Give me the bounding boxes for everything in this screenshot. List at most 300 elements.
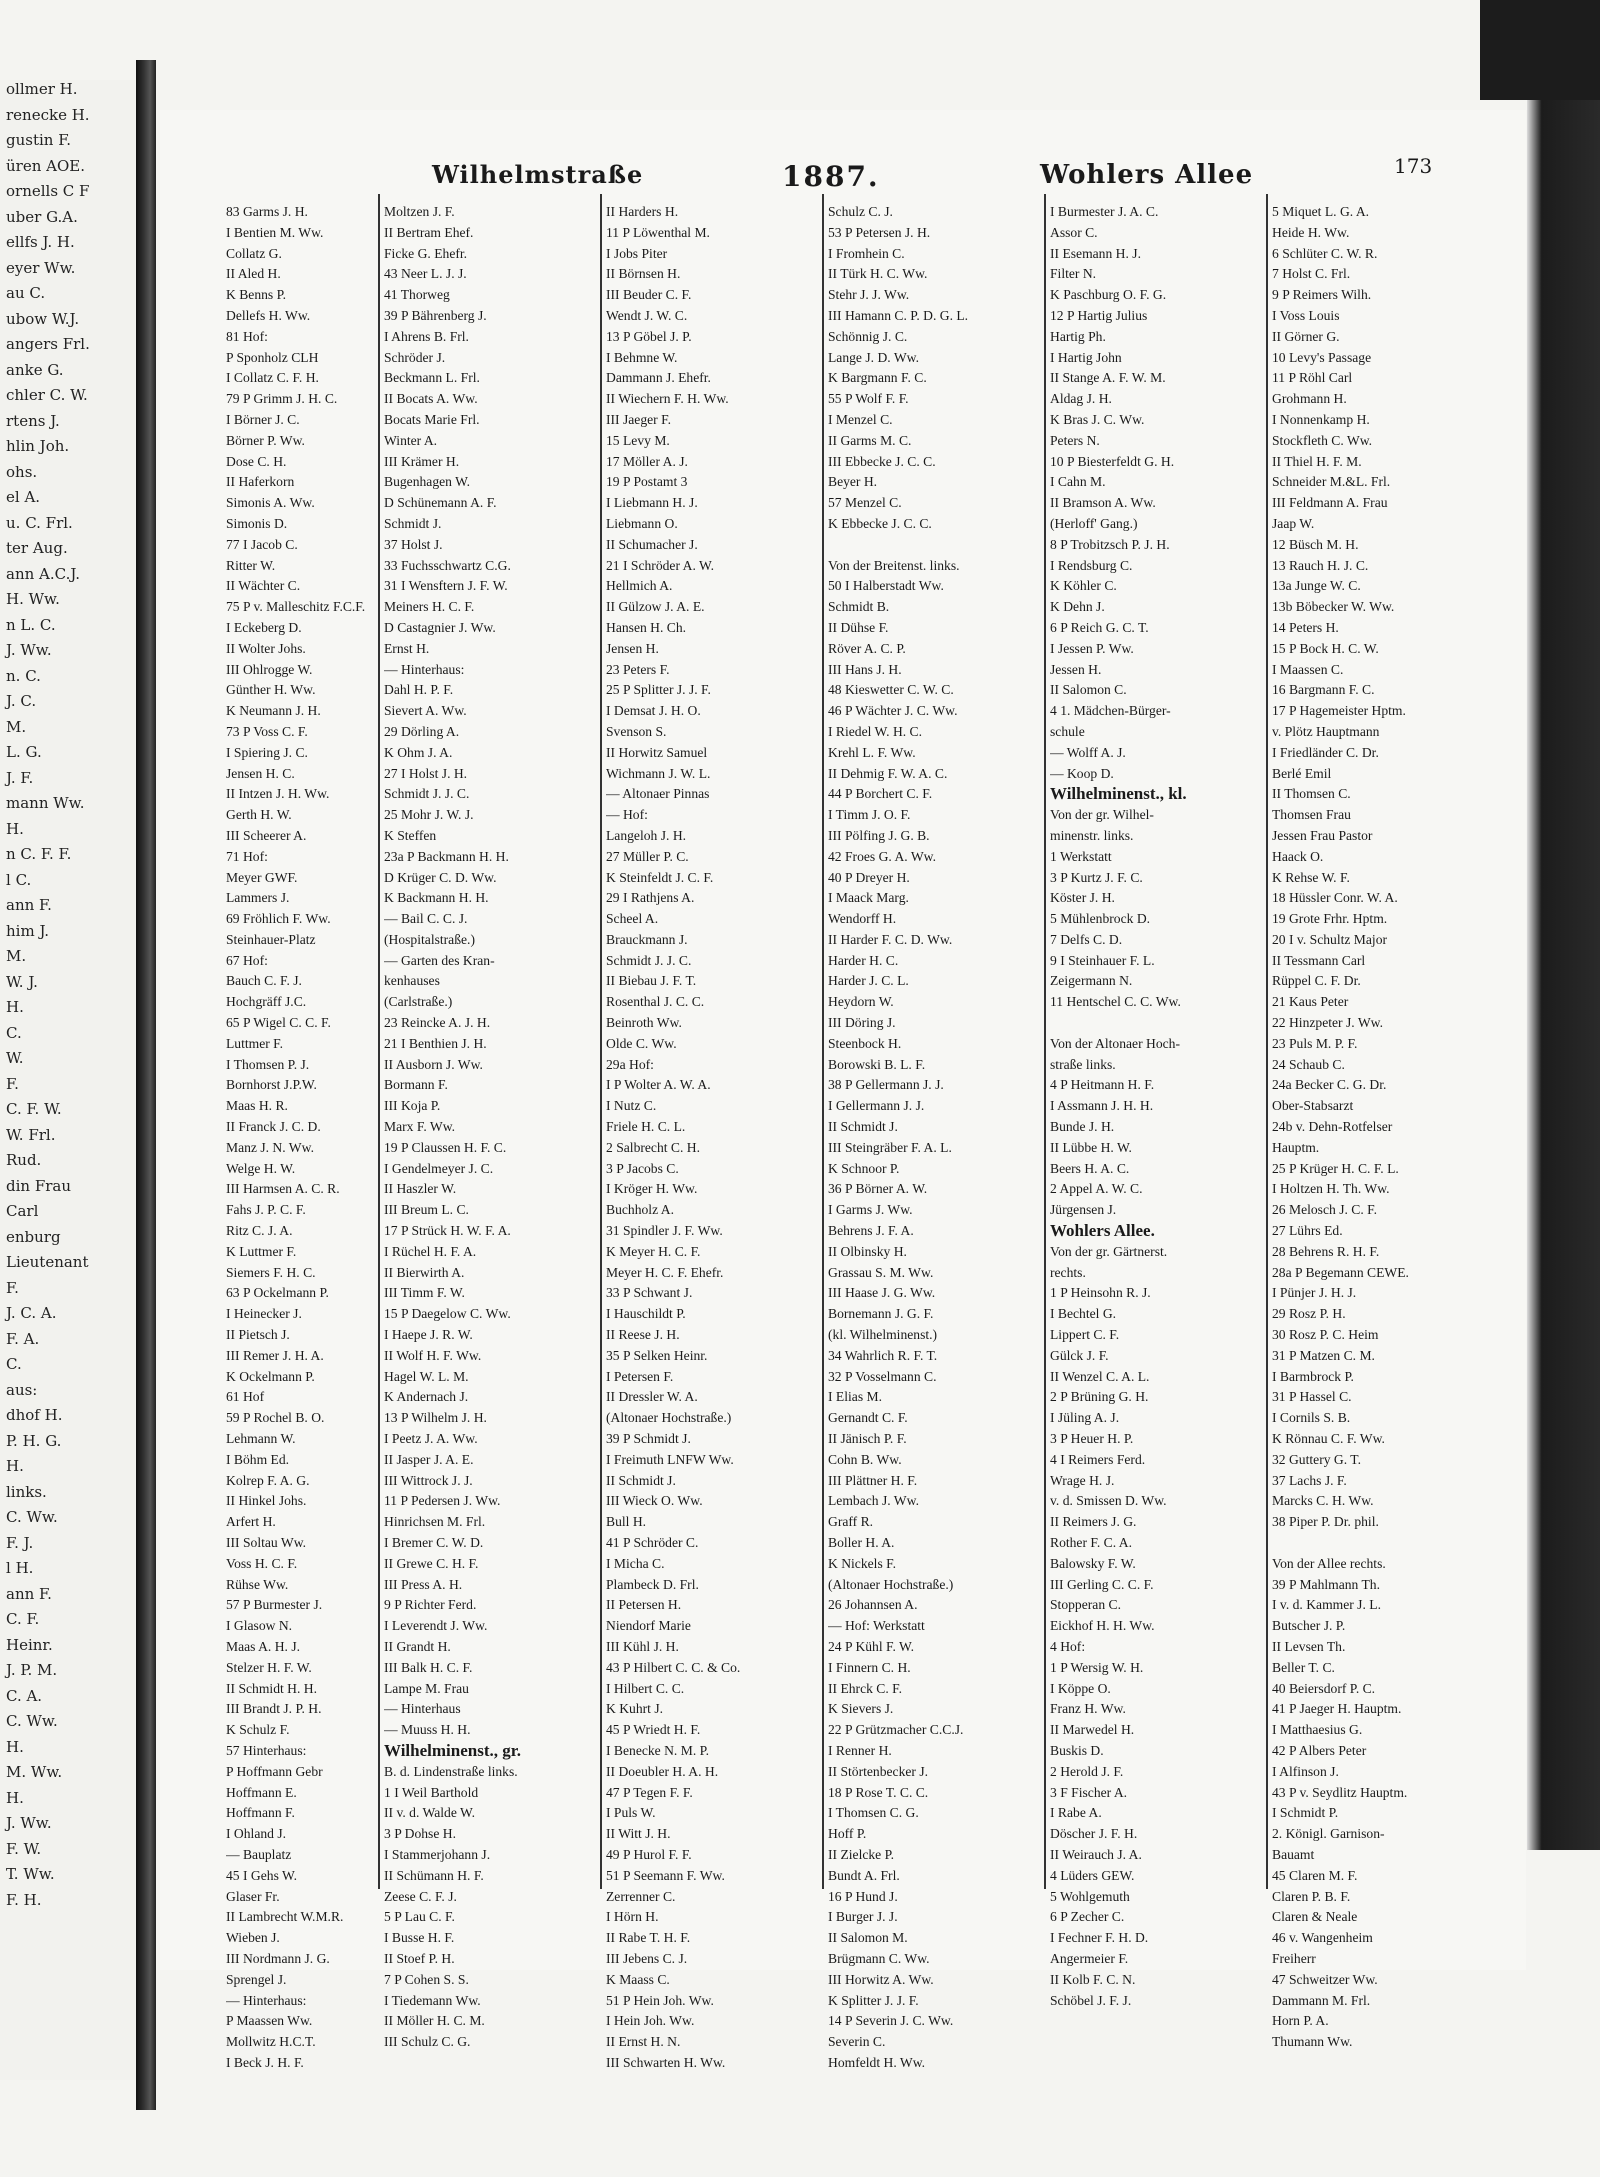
directory-entry: K Backmann H. H. xyxy=(384,890,489,906)
directory-entry: III Schwarten H. Ww. xyxy=(606,2054,726,2070)
facing-page-text: H. xyxy=(6,1457,24,1475)
facing-page-text: enburg xyxy=(6,1227,61,1246)
directory-entry: Borowski B. L. F. xyxy=(828,1056,926,1072)
directory-entry: I Köppe O. xyxy=(1050,1680,1111,1696)
directory-entry: 20 I v. Schultz Major xyxy=(1272,931,1388,947)
directory-entry: 9 P Reimers Wilh. xyxy=(1272,287,1372,303)
directory-entry: Schulz C. J. xyxy=(828,204,893,219)
directory-entry: 31 Spindler J. F. Ww. xyxy=(606,1223,723,1239)
directory-entry: 63 P Ockelmann P. xyxy=(226,1285,329,1301)
facing-page-text: C. xyxy=(6,1355,22,1373)
facing-page-text: links. xyxy=(6,1482,47,1501)
directory-entry: I Ohland J. xyxy=(226,1826,287,1842)
facing-page-text: el A. xyxy=(6,488,41,506)
directory-entry: 4 P Heitmann H. F. xyxy=(1050,1077,1155,1093)
directory-entry: Wendorff H. xyxy=(828,911,897,927)
directory-entry: Langeloh J. H. xyxy=(606,827,687,843)
facing-page-text: M. xyxy=(6,717,27,736)
directory-entry: — Altonaer Pinnas xyxy=(606,786,710,802)
directory-entry: K Ohm J. A. xyxy=(384,744,453,760)
directory-entry: 39 P Bährenberg J. xyxy=(384,307,487,323)
directory-entry: III Timm F. W. xyxy=(384,1285,465,1301)
facing-page-text: ubow W.J. xyxy=(6,309,80,328)
directory-entry: Hartig Ph. xyxy=(1050,328,1106,344)
directory-entry: I Schmidt P. xyxy=(1272,1805,1339,1821)
directory-entry: Beckmann L. Frl. xyxy=(384,370,480,386)
directory-entry: rechts. xyxy=(1050,1264,1086,1280)
directory-entry: Röver A. C. P. xyxy=(828,640,906,656)
directory-entry: — Hinterhaus: xyxy=(226,1992,307,2008)
directory-entry: K Steffen xyxy=(384,827,437,843)
directory-entry: Von der Breitenst. links. xyxy=(828,557,960,573)
directory-entry: Von der Altonaer Hoch- xyxy=(1050,1035,1180,1051)
column-divider xyxy=(1044,194,1046,1889)
directory-entry: Bunde J. H. xyxy=(1050,1119,1115,1135)
directory-entry: 35 P Selken Heinr. xyxy=(606,1347,708,1363)
directory-entry: 1 Werkstatt xyxy=(1050,848,1112,864)
directory-entry: Beers H. A. C. xyxy=(1050,1160,1130,1176)
street-section-heading: Wohlers Allee. xyxy=(1050,1221,1155,1241)
directory-entry: Graff R. xyxy=(828,1514,874,1530)
directory-entry: 9 P Richter Ferd. xyxy=(384,1597,477,1613)
directory-entry: II Bocats A. Ww. xyxy=(384,391,478,407)
directory-entry: I Voss Louis xyxy=(1272,307,1340,323)
facing-page-text: F. xyxy=(6,1278,19,1297)
directory-entry: Marcks C. H. Ww. xyxy=(1272,1493,1374,1509)
directory-entry: II Salomon C. xyxy=(1050,682,1127,698)
directory-entry xyxy=(1272,1533,1512,1554)
directory-entry: 18 P Rose T. C. C. xyxy=(828,1784,929,1800)
directory-entry: 2 P Brüning G. H. xyxy=(1050,1389,1149,1405)
directory-entry: 41 P Schröder C. xyxy=(606,1535,699,1550)
directory-entry: Hoffmann F. xyxy=(226,1805,295,1821)
directory-entry: III Ohlrogge W. xyxy=(226,661,313,677)
directory-entry: K Luttmer F. xyxy=(226,1243,297,1259)
facing-page-text: F. H. xyxy=(6,1890,42,1909)
facing-page-text: gustin F. xyxy=(6,131,72,149)
directory-entry: Peters N. xyxy=(1050,432,1100,448)
directory-entry: Lippert C. F. xyxy=(1050,1327,1120,1343)
directory-entry: K Rönnau C. F. Ww. xyxy=(1272,1431,1385,1447)
directory-entry: 51 P Seemann F. Ww. xyxy=(606,1867,725,1883)
directory-entry: 31 P Hassel C. xyxy=(1272,1389,1352,1405)
directory-entry: II Thomsen C. xyxy=(1272,786,1351,802)
directory-entry: Manz J. N. Ww. xyxy=(226,1139,314,1155)
directory-entry: II Ernst H. N. xyxy=(606,2034,681,2050)
facing-page-fragment xyxy=(0,80,136,2080)
directory-entry: II Stange A. F. W. M. xyxy=(1050,370,1166,386)
directory-entry: K Sievers J. xyxy=(828,1701,894,1717)
directory-entry: 29a Hof: xyxy=(606,1056,654,1072)
directory-entry: 10 Levy's Passage xyxy=(1272,349,1372,365)
directory-entry: Friele H. C. L. xyxy=(606,1119,686,1135)
directory-entry: Simonis D. xyxy=(226,515,288,531)
directory-entry: 51 P Hein Joh. Ww. xyxy=(606,1992,714,2008)
directory-entry: 6 Schlüter C. W. R. xyxy=(1272,245,1378,261)
directory-entry: III Hamann C. P. D. G. L. xyxy=(828,307,969,323)
directory-entry: 24 P Kühl F. W. xyxy=(828,1638,915,1654)
directory-entry: II Ausborn J. Ww. xyxy=(384,1056,483,1072)
directory-entry: II Reese J. H. xyxy=(606,1327,680,1343)
directory-entry: I Puls W. xyxy=(606,1805,656,1821)
directory-entry: I Renner H. xyxy=(828,1742,892,1758)
directory-entry: — Muuss H. H. xyxy=(384,1722,471,1738)
directory-entry: — Koop D. xyxy=(1050,765,1114,781)
directory-entry: II Grewe C. H. F. xyxy=(384,1555,479,1571)
directory-entry: II Weirauch J. A. xyxy=(1050,1846,1142,1862)
directory-entry: II Grandt H. xyxy=(384,1638,451,1654)
directory-entry: II Schümann H. F. xyxy=(384,1867,484,1883)
directory-entry: II Esemann H. J. xyxy=(1050,245,1141,261)
directory-entry: Schmidt J. J. C. xyxy=(384,786,470,802)
directory-entry: Hoff P. xyxy=(828,1826,867,1842)
directory-entry: III Wittrock J. J. xyxy=(384,1472,473,1488)
directory-entry: P Maassen Ww. xyxy=(226,2013,313,2029)
directory-column-2 xyxy=(384,202,598,2053)
directory-entry: 10 P Biesterfeldt G. H. xyxy=(1050,453,1175,469)
directory-entry: 2. Königl. Garnison- xyxy=(1272,1826,1385,1842)
directory-entry: K Schulz F. xyxy=(226,1722,290,1738)
directory-entry: I Finnern C. H. xyxy=(828,1659,911,1675)
directory-entry: II Dühse F. xyxy=(828,619,889,635)
directory-entry: Dammann M. Frl. xyxy=(1272,1992,1371,2008)
directory-entry: I Assmann J. H. H. xyxy=(1050,1098,1154,1114)
directory-entry: II Harders H. xyxy=(606,204,679,219)
directory-entry: Aldag J. H. xyxy=(1050,391,1112,407)
facing-page-text: ter Aug. xyxy=(6,539,68,557)
directory-entry: 3 P Heuer H. P. xyxy=(1050,1431,1134,1447)
directory-entry: 38 Piper P. Dr. phil. xyxy=(1272,1514,1379,1530)
directory-entry: 7 P Cohen S. S. xyxy=(384,1971,469,1987)
directory-entry: Rosenthal J. C. C. xyxy=(606,994,705,1010)
directory-entry: 45 Claren M. F. xyxy=(1272,1867,1358,1883)
directory-entry: Rüppel C. F. Dr. xyxy=(1272,973,1361,989)
directory-entry: Hochgräff J.C. xyxy=(226,994,307,1010)
directory-entry: Von der Allee rechts. xyxy=(1272,1555,1386,1571)
directory-entry: Boller H. A. xyxy=(828,1535,895,1550)
facing-page-text: hlin Joh. xyxy=(6,437,70,455)
directory-entry: Lehmann W. xyxy=(226,1431,296,1447)
directory-entry: I Hartig John xyxy=(1050,349,1122,365)
directory-entry: II Lübbe H. W. xyxy=(1050,1139,1132,1155)
directory-entry: 1 I Weil Barthold xyxy=(384,1784,479,1800)
directory-entry: — Bauplatz xyxy=(226,1846,292,1862)
directory-entry: K Maass C. xyxy=(606,1971,670,1987)
facing-page-text: C. xyxy=(6,1023,22,1042)
directory-entry: — Hof: xyxy=(606,807,648,823)
directory-entry: Lange J. D. Ww. xyxy=(828,349,919,365)
directory-entry: 71 Hof: xyxy=(226,848,268,864)
directory-entry: Thumann Ww. xyxy=(1272,2034,1353,2050)
directory-column-5 xyxy=(1050,202,1264,2011)
directory-entry: Bormann F. xyxy=(384,1077,448,1093)
directory-entry: Grassau S. M. Ww. xyxy=(828,1264,934,1280)
directory-entry: III Kühl J. H. xyxy=(606,1638,679,1654)
directory-entry: I Petersen F. xyxy=(606,1368,674,1384)
directory-entry: I Behmne W. xyxy=(606,349,678,365)
directory-entry: I Rendsburg C. xyxy=(1050,557,1133,573)
directory-entry: III Balk H. C. F. xyxy=(384,1659,473,1675)
column-divider xyxy=(822,194,824,1889)
street-header-right: Wohlers Allee xyxy=(1040,160,1254,190)
directory-entry: Dahl H. P. F. xyxy=(384,682,454,698)
directory-entry: Gülck J. F. xyxy=(1050,1347,1109,1363)
directory-entry: I P Wolter A. W. A. xyxy=(606,1077,711,1093)
directory-entry: I Gellermann J. J. xyxy=(828,1098,925,1114)
directory-entry: Schönnig J. C. xyxy=(828,328,908,344)
directory-entry: II Lambrecht W.M.R. xyxy=(226,1909,344,1925)
directory-entry: Kolrep F. A. G. xyxy=(226,1472,310,1488)
facing-page-text: H. xyxy=(6,819,24,838)
directory-entry: I Hein Joh. Ww. xyxy=(606,2013,695,2029)
directory-entry: II Jasper J. A. E. xyxy=(384,1451,474,1467)
directory-entry: 19 P Claussen H. F. C. xyxy=(384,1139,507,1155)
directory-entry: I Hilbert C. C. xyxy=(606,1680,685,1696)
directory-entry: Bull H. xyxy=(606,1514,647,1530)
directory-entry: I Spiering J. C. xyxy=(226,744,308,760)
facing-page-text: ellfs J. H. xyxy=(6,233,75,251)
directory-entry xyxy=(1050,1013,1264,1034)
directory-entry: I Cornils S. B. xyxy=(1272,1410,1351,1426)
directory-entry: 6 P Zecher C. xyxy=(1050,1909,1125,1925)
directory-entry: Jaap W. xyxy=(1272,515,1315,531)
directory-entry: K Rehse W. F. xyxy=(1272,869,1350,885)
directory-entry: III Soltau Ww. xyxy=(226,1535,307,1550)
facing-page-text: H. Ww. xyxy=(6,590,60,608)
directory-entry: 53 P Petersen J. H. xyxy=(828,224,931,240)
directory-entry: I Glasow N. xyxy=(226,1618,293,1634)
directory-entry: Mollwitz H.C.T. xyxy=(226,2034,316,2050)
directory-entry: 47 Schweitzer Ww. xyxy=(1272,1971,1378,1987)
directory-entry: 69 Fröhlich F. Ww. xyxy=(226,911,331,927)
directory-entry: II Doeubler H. A. H. xyxy=(606,1763,719,1779)
directory-entry: Bauch C. F. J. xyxy=(226,973,302,989)
directory-entry: I Börner J. C. xyxy=(226,411,300,427)
directory-entry: — Hinterhaus xyxy=(384,1701,461,1717)
directory-column-3 xyxy=(606,202,820,2074)
directory-entry: 24 Schaub C. xyxy=(1272,1056,1345,1072)
facing-page-text: W. Frl. xyxy=(6,1125,56,1144)
directory-entry: Olde C. Ww. xyxy=(606,1035,677,1051)
facing-page-text: u. C. Frl. xyxy=(6,513,73,532)
directory-entry: I Hauschildt P. xyxy=(606,1306,686,1322)
directory-entry: 36 P Börner A. W. xyxy=(828,1181,928,1197)
directory-entry: Jensen H. C. xyxy=(226,765,295,781)
directory-entry: 5 Mühlenbrock D. xyxy=(1050,911,1151,927)
directory-entry: K Benns P. xyxy=(226,287,287,303)
directory-entry: I Jobs Piter xyxy=(606,245,668,261)
directory-entry: Eickhof H. H. Ww. xyxy=(1050,1618,1155,1634)
directory-entry: (Herloff' Gang.) xyxy=(1050,515,1138,531)
directory-entry: Sprengel J. xyxy=(226,1971,287,1987)
directory-entry: 14 Peters H. xyxy=(1272,619,1339,635)
directory-entry: Meyer GWF. xyxy=(226,869,298,885)
facing-page-text: F. A. xyxy=(6,1329,40,1348)
directory-entry: II Reimers J. G. xyxy=(1050,1514,1137,1530)
directory-entry: 5 Miquet L. G. A. xyxy=(1272,204,1370,219)
facing-page-text: Heinr. xyxy=(6,1635,53,1654)
directory-entry: III Nordmann J. G. xyxy=(226,1950,330,1966)
directory-entry: I Peetz J. A. Ww. xyxy=(384,1431,478,1447)
directory-entry: 33 P Schwant J. xyxy=(606,1285,693,1301)
directory-entry: II v. d. Walde W. xyxy=(384,1805,476,1821)
directory-entry: 12 Büsch M. H. xyxy=(1272,536,1359,552)
directory-entry: 41 Thorweg xyxy=(384,287,450,303)
directory-entry: Hellmich A. xyxy=(606,578,673,594)
directory-entry: K Kuhrt J. xyxy=(606,1701,664,1717)
directory-entry: Collatz G. xyxy=(226,245,282,261)
facing-page-text: J. Ww. xyxy=(6,1814,52,1832)
facing-page-text: l C. xyxy=(6,870,32,889)
directory-entry: 28a P Begemann CEWE. xyxy=(1272,1264,1409,1280)
facing-page-text: n C. F. F. xyxy=(6,845,72,863)
directory-entry: Scheel A. xyxy=(606,911,659,927)
directory-entry: 77 I Jacob C. xyxy=(226,536,298,552)
directory-entry: 24a Becker C. G. Dr. xyxy=(1272,1077,1387,1093)
directory-entry: I Fromhein C. xyxy=(828,245,905,261)
directory-entry: 2 Appel A. W. C. xyxy=(1050,1181,1143,1197)
facing-page-text: rtens J. xyxy=(6,411,60,430)
directory-entry: straße links. xyxy=(1050,1056,1116,1072)
directory-entry: III Schulz C. G. xyxy=(384,2034,471,2050)
facing-page-text: chler C. W. xyxy=(6,386,88,404)
directory-entry: II Bramson A. Ww. xyxy=(1050,495,1156,511)
directory-entry: II Levsen Th. xyxy=(1272,1638,1346,1654)
directory-entry: Stehr J. J. Ww. xyxy=(828,287,910,303)
directory-entry: I Fechner F. H. D. xyxy=(1050,1930,1149,1946)
directory-entry: Claren P. B. F. xyxy=(1272,1888,1351,1904)
directory-entry: Freiherr xyxy=(1272,1950,1316,1966)
directory-entry: kenhauses xyxy=(384,973,440,989)
directory-entry: 32 P Vosselmann C. xyxy=(828,1368,937,1384)
directory-entry: K Dehn J. xyxy=(1050,599,1105,615)
directory-entry: Beyer H. xyxy=(828,474,878,490)
directory-entry: Stelzer H. F. W. xyxy=(226,1659,312,1675)
directory-entry: I Bentien M. Ww. xyxy=(226,224,324,240)
directory-entry: 1 P Wersig W. H. xyxy=(1050,1659,1144,1675)
directory-entry: Maas H. R. xyxy=(226,1098,288,1114)
directory-entry: — Bail C. C. J. xyxy=(384,911,468,927)
facing-page-text: C. F. W. xyxy=(6,1100,62,1118)
directory-entry: II Witt J. H. xyxy=(606,1826,671,1842)
directory-entry: Balowsky F. W. xyxy=(1050,1555,1136,1571)
directory-entry: II Türk H. C. Ww. xyxy=(828,266,928,282)
directory-entry: Schmidt J. J. C. xyxy=(606,952,692,968)
directory-entry: 44 P Borchert C. F. xyxy=(828,786,933,802)
directory-entry: Krehl L. F. Ww. xyxy=(828,744,916,760)
facing-page-text: J. C. xyxy=(6,692,37,710)
directory-entry: Jessen H. xyxy=(1050,661,1102,677)
directory-entry: 75 P v. Malleschitz F.C.F. xyxy=(226,599,366,615)
facing-page-text: J. F. xyxy=(6,768,34,787)
directory-entry: P Hoffmann Gebr xyxy=(226,1763,323,1779)
directory-entry: K Ebbecke J. C. C. xyxy=(828,515,932,531)
directory-entry: I Burger J. J. xyxy=(828,1909,898,1925)
directory-entry: I Kröger H. Ww. xyxy=(606,1181,698,1197)
directory-entry: III Jaeger F. xyxy=(606,411,671,427)
directory-entry: Brauckmann J. xyxy=(606,931,688,947)
directory-entry: Von der gr. Gärtnerst. xyxy=(1050,1243,1168,1259)
directory-entry: 6 P Reich G. C. T. xyxy=(1050,619,1149,635)
directory-entry: II Dehmig F. W. A. C. xyxy=(828,765,948,781)
directory-entry: Simonis A. Ww. xyxy=(226,495,315,511)
directory-entry: I Nutz C. xyxy=(606,1098,657,1114)
directory-entry: 11 P Löwenthal M. xyxy=(606,224,710,240)
column-divider xyxy=(600,194,602,1889)
directory-entry: I Thomsen P. J. xyxy=(226,1056,310,1072)
directory-entry: Luttmer F. xyxy=(226,1035,284,1051)
year-header: 1887. xyxy=(782,160,880,193)
directory-entry: I Tiedemann Ww. xyxy=(384,1992,481,2008)
directory-entry: II Tessmann Carl xyxy=(1272,952,1366,968)
directory-entry: II Haszler W. xyxy=(384,1181,457,1197)
directory-entry: Wieben J. xyxy=(226,1930,280,1946)
directory-entry: II Aled H. xyxy=(226,266,281,282)
directory-entry: 65 P Wigel C. C. F. xyxy=(226,1015,331,1031)
directory-entry: 47 P Tegen F. F. xyxy=(606,1784,693,1800)
directory-entry: Steenbock H. xyxy=(828,1035,902,1051)
facing-page-text: ollmer H. xyxy=(6,80,78,98)
directory-entry: 38 P Gellermann J. J. xyxy=(828,1077,944,1093)
directory-entry: 11 P Pedersen J. Ww. xyxy=(384,1493,501,1509)
facing-page-text: H. xyxy=(6,1788,24,1807)
directory-entry: (kl. Wilhelminenst.) xyxy=(828,1327,938,1343)
directory-entry: 42 P Albers Peter xyxy=(1272,1742,1367,1758)
directory-entry: I Bechtel G. xyxy=(1050,1306,1117,1322)
street-section-heading: Wilhelminenst., gr. xyxy=(384,1740,521,1760)
directory-entry: Claren & Neale xyxy=(1272,1909,1358,1925)
directory-entry: Gernandt C. F. xyxy=(828,1410,908,1426)
directory-entry: Franz H. Ww. xyxy=(1050,1701,1126,1717)
directory-entry: 22 P Grützmacher C.C.J. xyxy=(828,1722,964,1738)
directory-entry: Beller T. C. xyxy=(1272,1659,1335,1675)
directory-entry: Wrage H. J. xyxy=(1050,1472,1115,1488)
directory-entry: III Remer J. H. A. xyxy=(226,1347,324,1363)
directory-entry: K Andernach J. xyxy=(384,1389,469,1405)
directory-entry: 59 P Rochel B. O. xyxy=(226,1410,325,1426)
directory-entry: II Salomon M. xyxy=(828,1930,908,1946)
directory-entry: 16 Bargmann F. C. xyxy=(1272,682,1375,698)
directory-entry: v. d. Smissen D. Ww. xyxy=(1050,1493,1167,1509)
directory-entry: 19 Grote Frhr. Hptm. xyxy=(1272,911,1388,927)
directory-entry: I Cahn M. xyxy=(1050,474,1106,490)
facing-page-text: L. G. xyxy=(6,743,42,761)
directory-entry: I Matthaesius G. xyxy=(1272,1722,1363,1738)
directory-entry: Bocats Marie Frl. xyxy=(384,411,480,427)
directory-entry: III Steingräber F. A. L. xyxy=(828,1139,952,1155)
directory-entry: Dellefs H. Ww. xyxy=(226,307,311,323)
directory-entry: I Pünjer J. H. J. xyxy=(1272,1285,1357,1301)
directory-entry: I Barmbrock P. xyxy=(1272,1368,1354,1384)
facing-page-text: n L. C. xyxy=(6,615,56,634)
directory-entry: 46 v. Wangenheim xyxy=(1272,1930,1373,1946)
directory-entry: 40 Beiersdorf P. C. xyxy=(1272,1680,1376,1696)
directory-entry: Maas A. H. J. xyxy=(226,1638,301,1654)
directory-entry: I Jüling A. J. xyxy=(1050,1410,1120,1426)
facing-page-text: dhof H. xyxy=(6,1406,63,1424)
directory-entry: I Riedel W. H. C. xyxy=(828,723,923,739)
scan-border xyxy=(1527,100,1600,1850)
directory-entry: I Beck J. H. F. xyxy=(226,2054,304,2070)
directory-entry: III Krämer H. xyxy=(384,453,460,469)
directory-entry: 21 I Benthien J. H. xyxy=(384,1035,487,1051)
directory-entry: Zeese C. F. J. xyxy=(384,1888,457,1904)
directory-entry: III Wieck O. Ww. xyxy=(606,1493,703,1509)
directory-entry: Liebmann O. xyxy=(606,515,678,531)
directory-entry: II Wolter Johs. xyxy=(226,640,306,656)
directory-entry: II Franck J. C. D. xyxy=(226,1119,321,1135)
directory-entry: 5 P Lau C. F. xyxy=(384,1909,455,1925)
